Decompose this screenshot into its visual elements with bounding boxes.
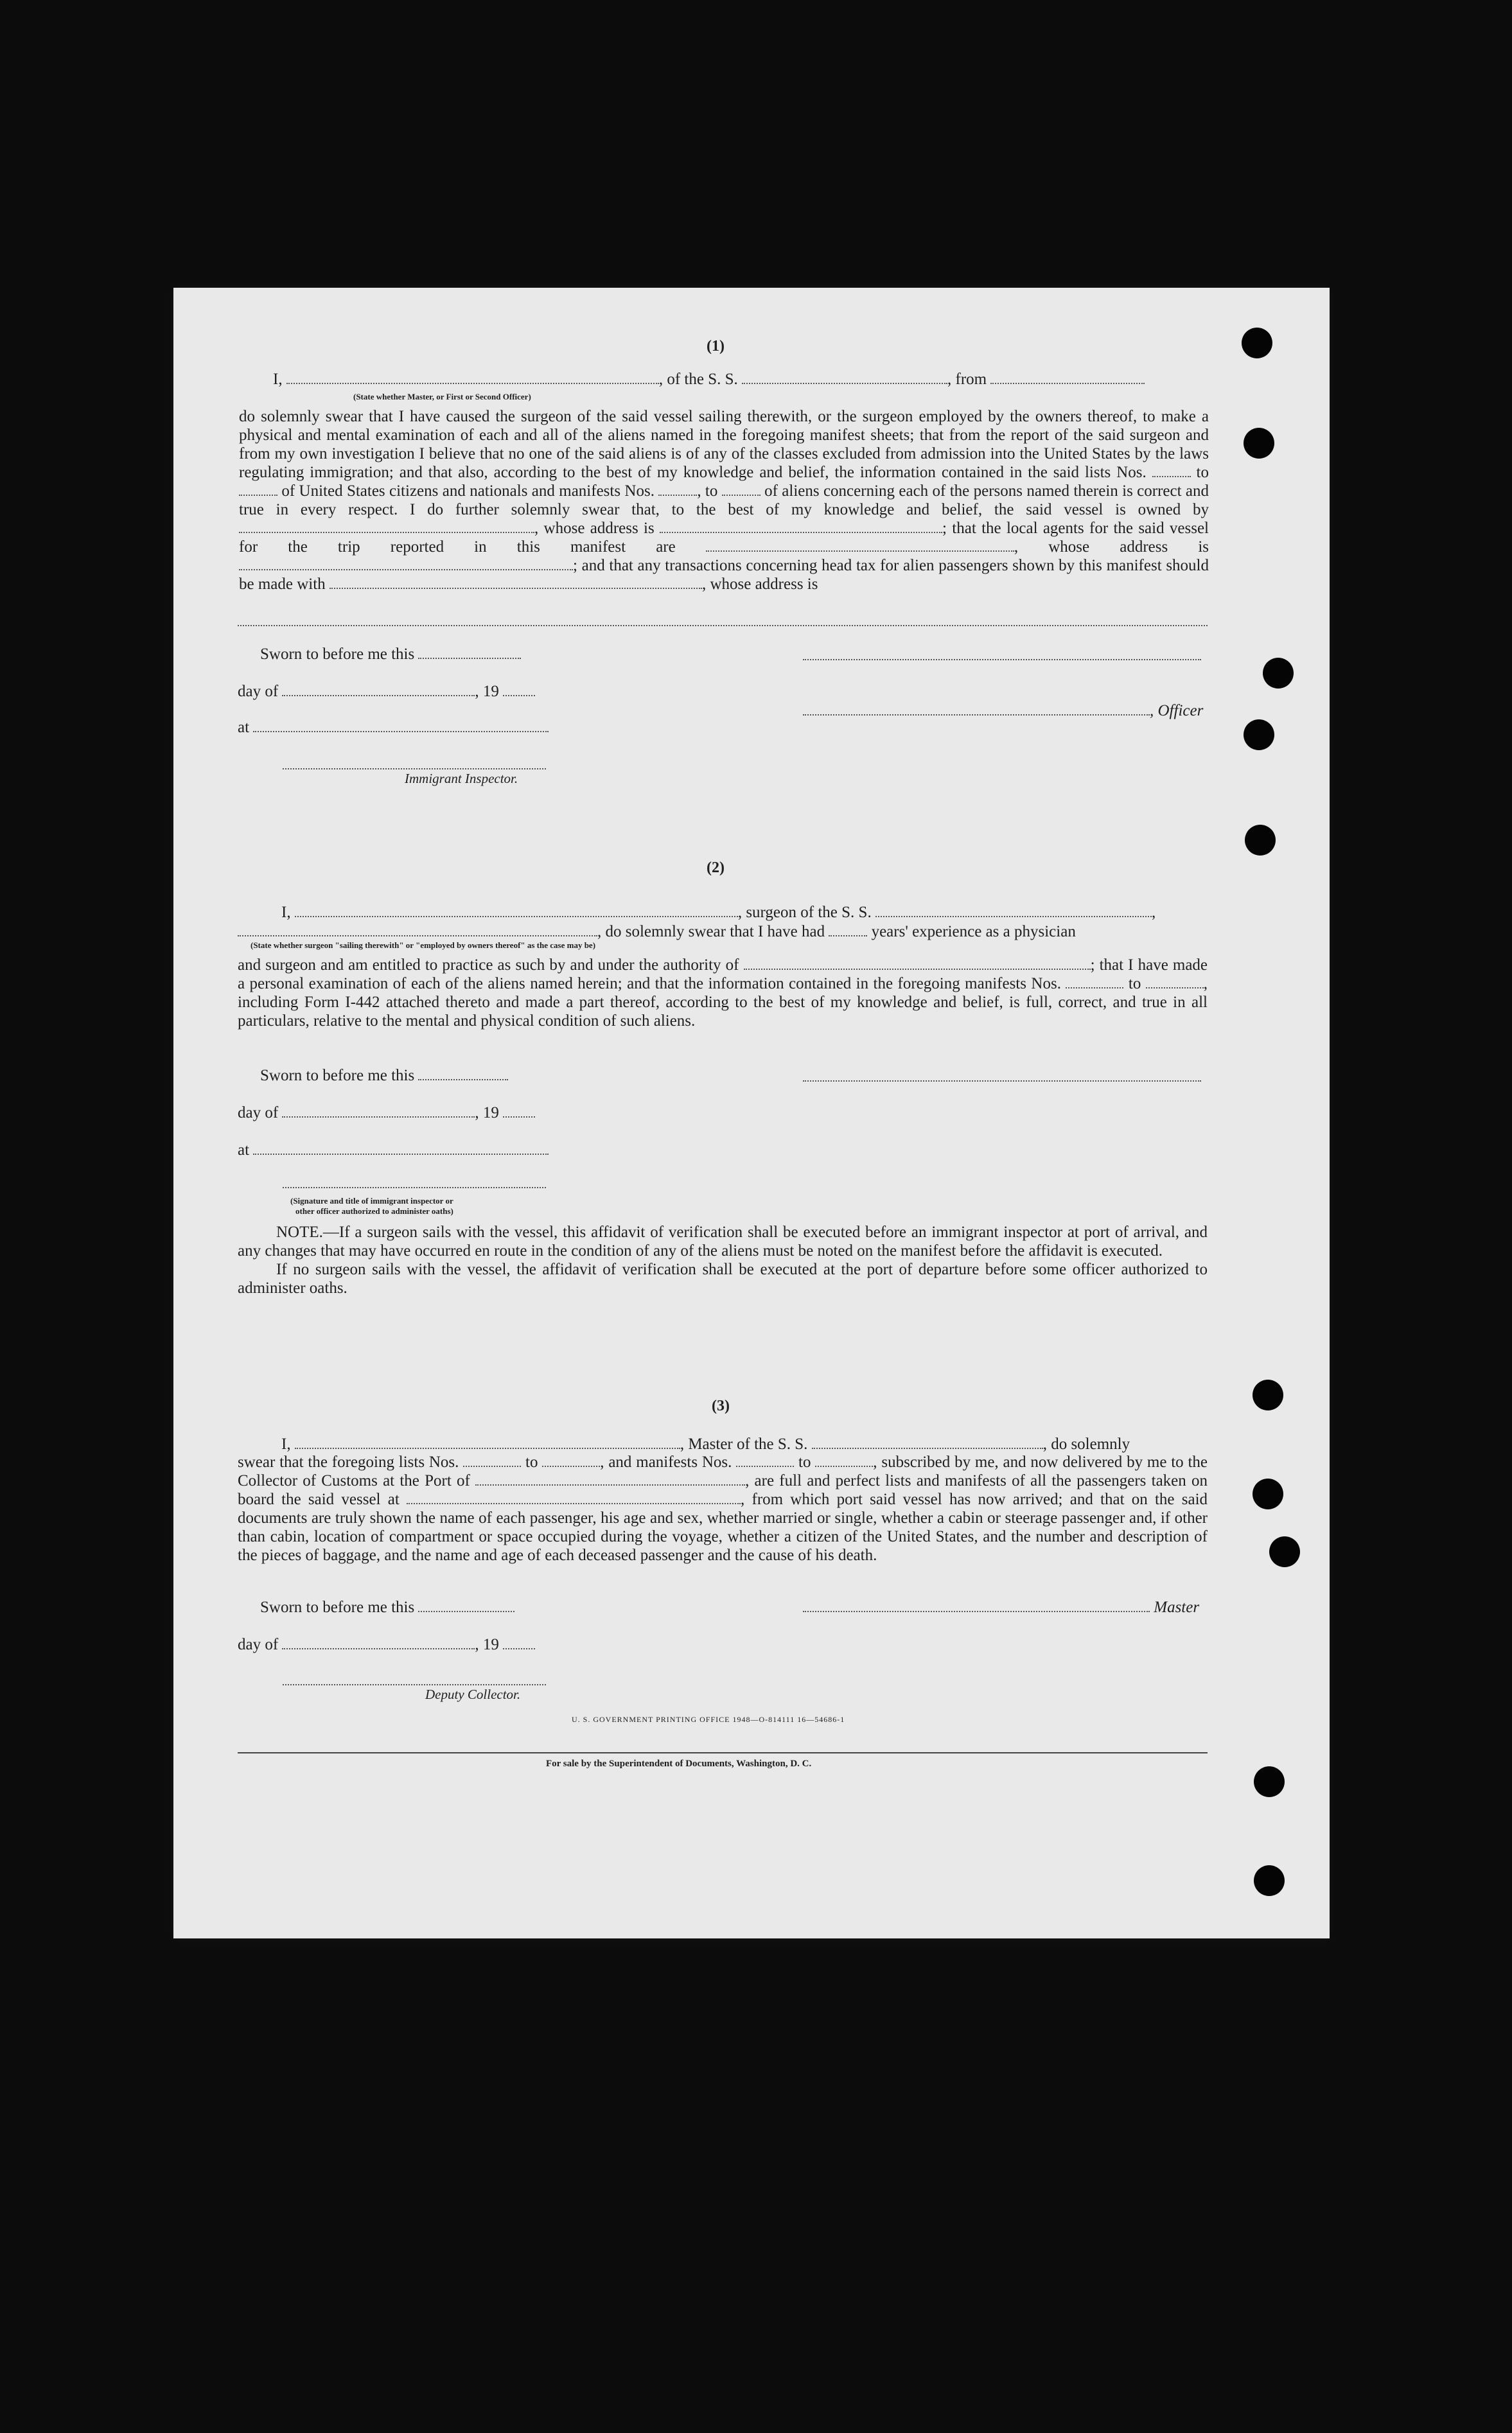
master-manifests-from[interactable] bbox=[736, 1453, 794, 1467]
surgeon-vessel-field[interactable] bbox=[875, 903, 1152, 917]
month-field[interactable] bbox=[282, 682, 475, 696]
year-3-field[interactable] bbox=[503, 1635, 535, 1649]
label-from: , from bbox=[947, 371, 987, 388]
punch-hole bbox=[1253, 1380, 1283, 1410]
sworn-3-day-field[interactable] bbox=[418, 1598, 514, 1612]
sworn-day-field[interactable] bbox=[418, 645, 521, 659]
punch-hole bbox=[1244, 719, 1274, 750]
section-2-line-1: I, , surgeon of the S. S. , bbox=[281, 904, 1156, 921]
master-signature-field[interactable] bbox=[803, 1598, 1150, 1612]
years-field[interactable] bbox=[829, 922, 867, 936]
address-continuation-line[interactable] bbox=[238, 625, 1208, 626]
manifest-page bbox=[173, 288, 1330, 1938]
year-field[interactable] bbox=[503, 682, 535, 696]
year-2-field[interactable] bbox=[503, 1103, 535, 1118]
surgeon-manifests-to[interactable] bbox=[1146, 974, 1204, 988]
inspector-title: Immigrant Inspector. bbox=[405, 771, 518, 786]
month-3-field[interactable] bbox=[282, 1635, 475, 1649]
surgeon-status-field[interactable] bbox=[238, 922, 597, 936]
master-vessel-field[interactable] bbox=[812, 1435, 1043, 1449]
signature-caption-1: (Signature and title of immigrant inspector or bbox=[290, 1196, 453, 1206]
authority-field[interactable] bbox=[744, 956, 1091, 970]
from-port-field[interactable] bbox=[990, 370, 1145, 384]
officer-name-field[interactable] bbox=[286, 370, 659, 384]
section-1-number: (1) bbox=[707, 338, 725, 355]
lists-to-field[interactable] bbox=[239, 482, 277, 496]
punch-hole bbox=[1269, 1536, 1300, 1567]
punch-hole bbox=[1245, 825, 1276, 856]
surgeon-signature-line[interactable] bbox=[803, 1080, 1201, 1082]
officer-signature-field[interactable] bbox=[803, 701, 1150, 716]
section-3-paragraph: swear that the foregoing lists Nos. to , and manifests Nos. to , subscribed by me, and now delivered by me to the Collector of Customs at the Port of , are full and perfect lists and manifests of all the passengers taken on board the said vessel at , from which port said vessel has now arrived; and that on the said documents are truly shown the name of each passenger, his age and sex, whether married or single, whether a cabin or steerage passenger and, if other than cabin, location of compartment or space occupied during the voyage, whether a citizen of the United States, and the number and description of the pieces of baggage, and the name and age of each deceased passenger and the cause of his death. bbox=[238, 1454, 1208, 1564]
punch-hole bbox=[1254, 1865, 1285, 1896]
at-2-place-field[interactable] bbox=[253, 1141, 549, 1155]
sale-notice: For sale by the Superintendent of Documents, Washington, D. C. bbox=[546, 1759, 812, 1769]
at-1: at bbox=[238, 718, 549, 737]
sworn-1-label: Sworn to before me this bbox=[260, 645, 521, 663]
master-manifests-to[interactable] bbox=[815, 1453, 873, 1467]
rank-caption: (State whether Master, or First or Second Officer) bbox=[353, 392, 531, 401]
officer-line: , Officer bbox=[803, 701, 1203, 720]
surgeon-name-field[interactable] bbox=[295, 903, 738, 917]
section-3-line-1: I, , Master of the S. S. , do solemnly bbox=[281, 1436, 1130, 1453]
day-of-1: day of , 19 bbox=[238, 682, 535, 701]
label-of-ss: , of the S. S. bbox=[658, 371, 738, 388]
owner-field[interactable] bbox=[239, 519, 534, 533]
owner-address-field[interactable] bbox=[660, 519, 942, 533]
manifests-to-field[interactable] bbox=[722, 482, 760, 496]
signature-caption-2: other officer authorized to administer oaths) bbox=[295, 1206, 453, 1216]
surgeon-caption: (State whether surgeon "sailing therewith" or "employed by owners thereof" as the case may be) bbox=[251, 940, 596, 950]
port-field[interactable] bbox=[475, 1471, 745, 1486]
at-place-field[interactable] bbox=[253, 718, 549, 732]
day-of-3: day of , 19 bbox=[238, 1635, 535, 1654]
sworn-2-day-field[interactable] bbox=[418, 1066, 508, 1080]
vessel-name-field[interactable] bbox=[742, 370, 947, 384]
footer-rule bbox=[238, 1752, 1208, 1753]
section-2-paragraph: and surgeon and am entitled to practice as such by and under the authority of ; that I have made a personal examination of each of the aliens named herein; and that the information contained in the foregoing manifests Nos. to , including Form I-442 attached thereto and made a part thereof, according to the best of my knowledge and belief, is full, correct, and true in all particulars, relative to the mental and physical condition of such aliens. bbox=[238, 956, 1208, 1030]
punch-hole bbox=[1244, 428, 1274, 459]
month-2-field[interactable] bbox=[282, 1103, 475, 1118]
note-1: NOTE.—If a surgeon sails with the vessel, this affidavit of verification shall be executed before an immigrant inspector at port of arrival, and any changes that may have occurred en route in the condition of any of the aliens must be noted on the manifest before the affidavit is executed. bbox=[238, 1224, 1208, 1260]
agents-address-field[interactable] bbox=[239, 556, 573, 570]
section-2-line-2: , do solemnly swear that I have had years' experience as a physician bbox=[238, 922, 1076, 941]
master-lists-to[interactable] bbox=[542, 1453, 600, 1467]
punch-hole bbox=[1263, 658, 1294, 689]
gpo-imprint: U. S. GOVERNMENT PRINTING OFFICE 1948—O-814111 16—54686-1 bbox=[572, 1715, 845, 1724]
at-2: at bbox=[238, 1141, 549, 1159]
note-2: If no surgeon sails with the vessel, the affidavit of verification shall be executed at the port of departure before some officer authorized to administer oaths. bbox=[238, 1261, 1208, 1297]
section-1-paragraph: do solemnly swear that I have caused the surgeon of the said vessel sailing therewith, or the surgeon employed by the owners thereof, to make a physical and mental examination of each and all of the aliens named in the foregoing manifest sheets; that from the report of the said surgeon and from my own investigation I believe that no one of the said aliens is of any of the classes excluded from admission into the United States by the laws regulating immigration; and that also, according to the best of my knowledge and belief, the information contained in the said lists Nos. to of United States citizens and nationals and manifests Nos. , to of aliens concerning each of the persons named therein is correct and true in every respect. I do further solemnly swear that, to the best of my knowledge and belief, the said vessel is owned by , whose address is ; that the local agents for the said vessel for the trip reported in this manifest are , whose address is ; and that any transactions concerning head tax for alien passengers shown by this manifest should be made with , whose address is bbox=[239, 408, 1209, 593]
punch-hole bbox=[1253, 1479, 1283, 1509]
master-lists-from[interactable] bbox=[463, 1453, 521, 1467]
section-1-line-1 bbox=[273, 370, 1145, 389]
inspector-2-signature-line[interactable] bbox=[283, 1187, 546, 1188]
section-2-number: (2) bbox=[707, 859, 725, 876]
master-line: Master bbox=[803, 1598, 1199, 1617]
note-block bbox=[238, 1223, 1208, 1297]
section-2-body bbox=[238, 956, 1208, 1030]
inspector-signature-line[interactable] bbox=[283, 768, 546, 769]
local-agents-field[interactable] bbox=[706, 538, 1014, 552]
head-tax-field[interactable] bbox=[330, 575, 702, 589]
officer-signature-line-1[interactable] bbox=[803, 659, 1201, 660]
label-i: I, bbox=[273, 371, 283, 388]
boarding-port-field[interactable] bbox=[407, 1490, 741, 1504]
surgeon-manifests-from[interactable] bbox=[1066, 974, 1123, 988]
sworn-3-label: Sworn to before me this bbox=[260, 1598, 514, 1617]
punch-hole bbox=[1242, 328, 1272, 358]
master-name-field[interactable] bbox=[295, 1435, 680, 1449]
lists-from-field[interactable] bbox=[1152, 463, 1191, 477]
deputy-signature-line[interactable] bbox=[283, 1684, 546, 1685]
day-of-2: day of , 19 bbox=[238, 1103, 535, 1122]
section-3-number: (3) bbox=[712, 1398, 730, 1414]
section-1-body bbox=[239, 407, 1209, 593]
deputy-title: Deputy Collector. bbox=[425, 1687, 521, 1702]
manifests-from-field[interactable] bbox=[658, 482, 697, 496]
section-3-body bbox=[238, 1453, 1208, 1565]
punch-hole bbox=[1254, 1766, 1285, 1797]
sworn-2-label: Sworn to before me this bbox=[260, 1066, 508, 1085]
